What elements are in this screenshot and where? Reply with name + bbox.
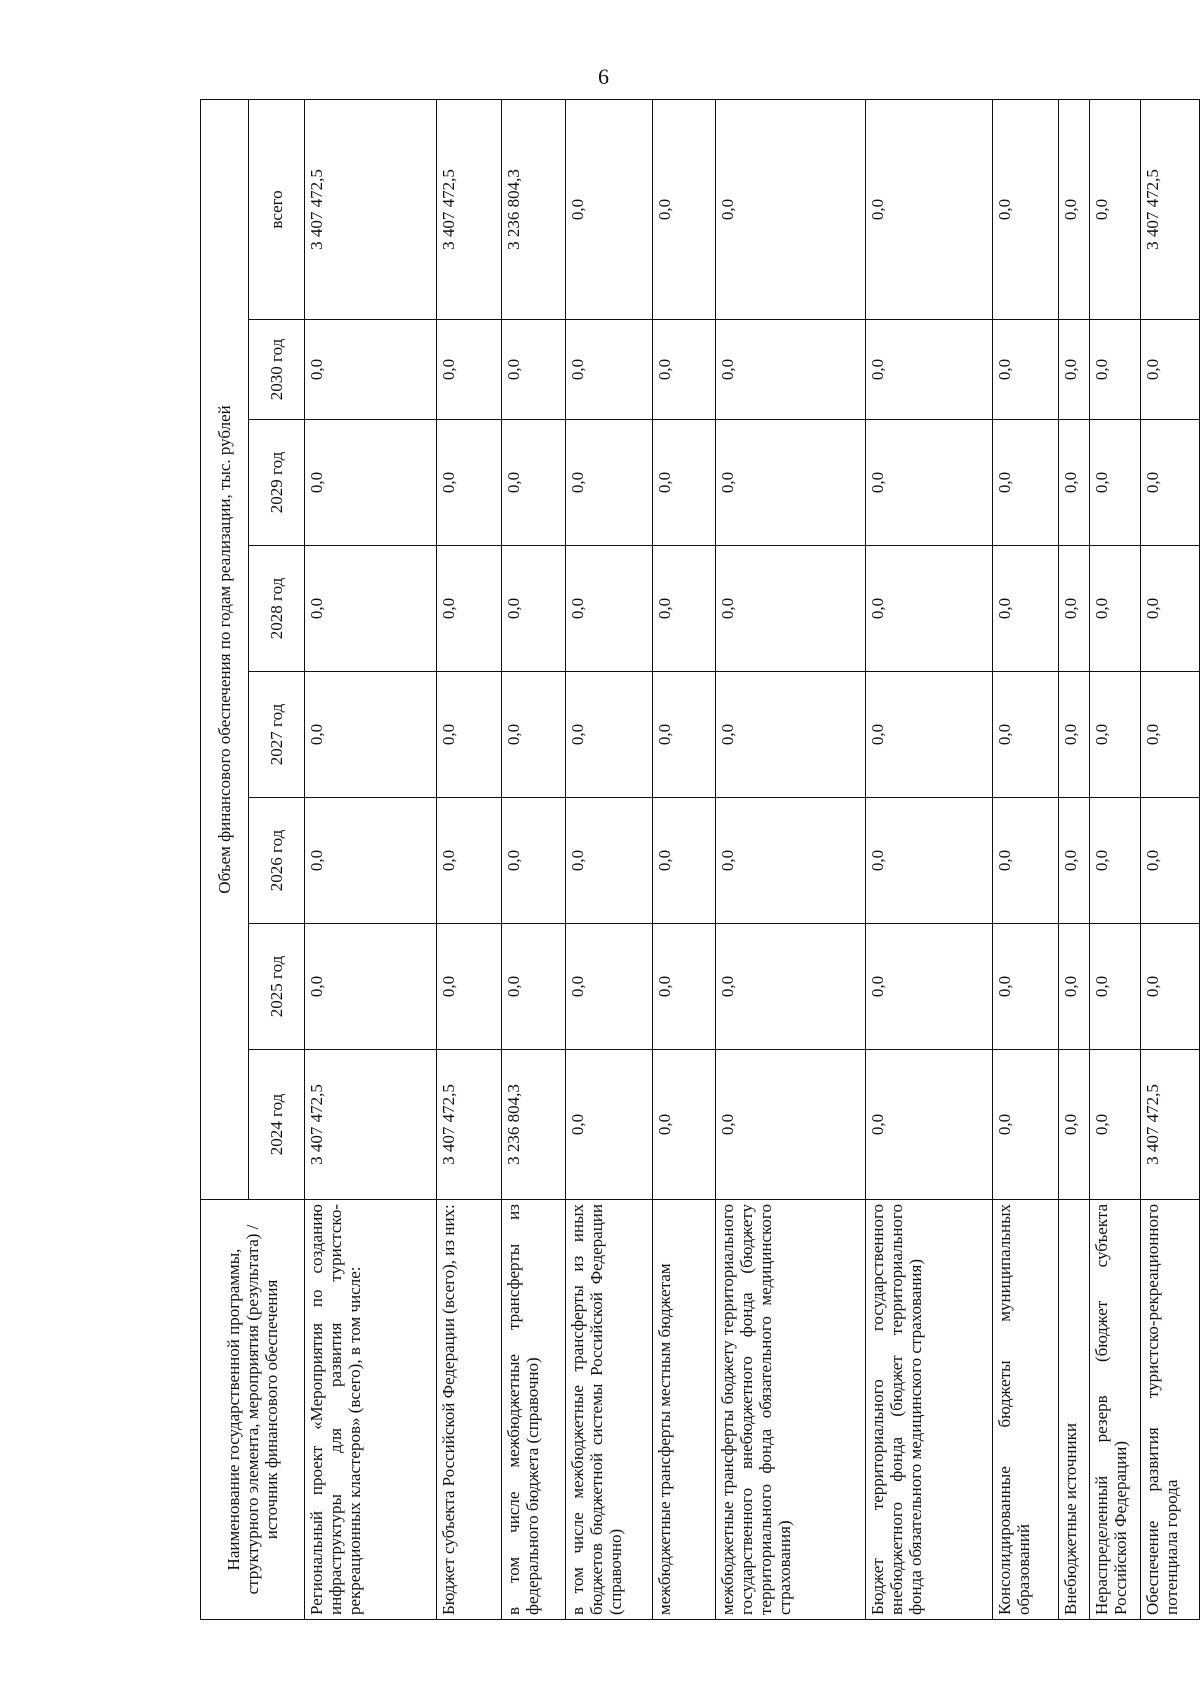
year-header: 2024 год: [249, 1050, 305, 1200]
row-year-value: 0,0: [993, 546, 1059, 672]
row-name: Обеспечение развития туристско-рекреационного потенциала города: [1141, 1200, 1200, 1620]
table-row: [502, 99, 565, 1619]
row-year-value: 0,0: [502, 546, 565, 672]
rotated-table-wrapper: [200, 100, 1200, 1620]
total-header: всего: [249, 99, 305, 319]
row-year-value: 0,0: [305, 420, 437, 546]
row-total-value: 3 407 472,5: [305, 99, 437, 319]
row-year-value: 0,0: [652, 798, 715, 924]
row-total-value: 0,0: [652, 99, 715, 319]
row-year-value: 0,0: [1089, 672, 1141, 798]
row-year-value: 0,0: [652, 1050, 715, 1200]
row-total-value: 0,0: [716, 99, 866, 319]
row-year-value: 0,0: [1059, 1050, 1090, 1200]
row-year-value: 0,0: [652, 546, 715, 672]
row-name: Бюджет субъекта Российской Федерации (всего), из них:: [436, 1200, 502, 1620]
row-total-value: 0,0: [866, 99, 993, 319]
row-year-value: 3 236 804,3: [502, 1050, 565, 1200]
row-name: Региональный проект «Мероприятия по созданию инфраструктуры для развития туристско-рекреационных кластеров» (всего), в том числе:: [305, 1200, 437, 1620]
row-name: Внебюджетные источники: [1059, 1200, 1090, 1620]
row-year-value: 0,0: [1059, 320, 1090, 420]
table-row: [1141, 99, 1200, 1619]
row-total-value: 0,0: [565, 99, 652, 319]
row-year-value: 0,0: [1089, 420, 1141, 546]
row-year-value: 0,0: [993, 420, 1059, 546]
row-year-value: 0,0: [1089, 924, 1141, 1050]
row-year-value: 0,0: [1059, 672, 1090, 798]
row-year-value: 0,0: [652, 320, 715, 420]
row-year-value: 0,0: [565, 672, 652, 798]
row-year-value: 0,0: [716, 798, 866, 924]
row-year-value: 0,0: [565, 420, 652, 546]
financing-table: [200, 99, 1200, 1620]
row-year-value: 0,0: [565, 546, 652, 672]
row-name: Консолидированные бюджеты муниципальных образований: [993, 1200, 1059, 1620]
row-year-value: 0,0: [716, 1050, 866, 1200]
table-row: [993, 99, 1059, 1619]
row-year-value: 0,0: [993, 924, 1059, 1050]
table-body: [305, 99, 1200, 1619]
row-year-value: 0,0: [1141, 798, 1200, 924]
row-year-value: 0,0: [866, 924, 993, 1050]
page-number: 6: [598, 64, 609, 89]
row-year-value: 0,0: [1141, 320, 1200, 420]
row-year-value: 0,0: [502, 420, 565, 546]
row-year-value: 0,0: [436, 924, 502, 1050]
row-year-value: 0,0: [436, 798, 502, 924]
year-header: 2026 год: [249, 798, 305, 924]
row-year-value: 0,0: [716, 672, 866, 798]
row-year-value: 0,0: [716, 924, 866, 1050]
row-year-value: 0,0: [305, 672, 437, 798]
row-year-value: 0,0: [1089, 546, 1141, 672]
row-year-value: 0,0: [502, 798, 565, 924]
row-year-value: 0,0: [866, 672, 993, 798]
table-row: [716, 99, 866, 1619]
row-year-value: 0,0: [1141, 924, 1200, 1050]
row-total-value: 0,0: [993, 99, 1059, 319]
table-row: [866, 99, 993, 1619]
row-year-value: 0,0: [565, 1050, 652, 1200]
table-row: [436, 99, 502, 1619]
row-name: межбюджетные трансферты бюджету территориального государственного внебюджетного фонда (бюджету территориального фонда обязательного медицинского страхования): [716, 1200, 866, 1620]
row-year-value: 0,0: [1059, 420, 1090, 546]
year-header: 2028 год: [249, 546, 305, 672]
row-year-value: 0,0: [436, 320, 502, 420]
row-year-value: 3 407 472,5: [305, 1050, 437, 1200]
year-header: 2030 год: [249, 320, 305, 420]
row-year-value: 0,0: [1141, 672, 1200, 798]
row-year-value: 0,0: [652, 420, 715, 546]
row-year-value: 0,0: [1089, 798, 1141, 924]
row-year-value: 0,0: [866, 798, 993, 924]
row-year-value: 3 407 472,5: [436, 1050, 502, 1200]
row-name: Нераспределенный резерв (бюджет субъекта Российской Федерации): [1089, 1200, 1141, 1620]
row-year-value: 0,0: [716, 320, 866, 420]
table-row: [565, 99, 652, 1619]
row-total-value: 3 236 804,3: [502, 99, 565, 319]
year-header: 2029 год: [249, 420, 305, 546]
row-year-value: 0,0: [716, 546, 866, 672]
row-year-value: 0,0: [652, 924, 715, 1050]
name-column-header: Наименование государственной программы, структурного элемента, мероприятия (результата) / источник финансового обеспечения: [201, 1200, 305, 1620]
row-year-value: 0,0: [1089, 320, 1141, 420]
row-year-value: 0,0: [993, 798, 1059, 924]
row-total-value: 3 407 472,5: [1141, 99, 1200, 319]
row-year-value: 0,0: [565, 924, 652, 1050]
row-year-value: 0,0: [305, 798, 437, 924]
row-year-value: 0,0: [436, 672, 502, 798]
row-name: в том числе межбюджетные трансферты из иных бюджетов бюджетной системы Российской Федерации (справочно): [565, 1200, 652, 1620]
row-name: в том числе межбюджетные трансферты из федерального бюджета (справочно): [502, 1200, 565, 1620]
row-year-value: 0,0: [1059, 546, 1090, 672]
year-header: 2025 год: [249, 924, 305, 1050]
row-year-value: 0,0: [565, 320, 652, 420]
row-year-value: 0,0: [716, 420, 866, 546]
row-year-value: 0,0: [502, 924, 565, 1050]
row-year-value: 0,0: [1089, 1050, 1141, 1200]
table-row: [1059, 99, 1090, 1619]
row-year-value: 0,0: [305, 320, 437, 420]
row-year-value: 0,0: [866, 546, 993, 672]
row-year-value: 0,0: [305, 546, 437, 672]
row-year-value: 0,0: [305, 924, 437, 1050]
row-year-value: 0,0: [436, 420, 502, 546]
row-year-value: 0,0: [866, 320, 993, 420]
row-year-value: 0,0: [993, 672, 1059, 798]
row-name: межбюджетные трансферты местным бюджетам: [652, 1200, 715, 1620]
row-year-value: 0,0: [866, 1050, 993, 1200]
row-total-value: 0,0: [1089, 99, 1141, 319]
row-year-value: 0,0: [436, 546, 502, 672]
row-year-value: 0,0: [502, 672, 565, 798]
table-row: [652, 99, 715, 1619]
row-year-value: 3 407 472,5: [1141, 1050, 1200, 1200]
row-year-value: 0,0: [1141, 420, 1200, 546]
row-year-value: 0,0: [652, 672, 715, 798]
row-total-value: 3 407 472,5: [436, 99, 502, 319]
row-year-value: 0,0: [993, 1050, 1059, 1200]
table-row: [1089, 99, 1141, 1619]
year-header: 2027 год: [249, 672, 305, 798]
row-name: Бюджет территориального государственного внебюджетного фонда (бюджет территориального фонда обязательного медицинского страхования): [866, 1200, 993, 1620]
row-year-value: 0,0: [993, 320, 1059, 420]
row-year-value: 0,0: [1059, 798, 1090, 924]
row-year-value: 0,0: [502, 320, 565, 420]
volume-header: Объем финансового обеспечения по годам реализации, тыс. рублей: [201, 99, 249, 1199]
row-year-value: 0,0: [866, 420, 993, 546]
row-total-value: 0,0: [1059, 99, 1090, 319]
row-year-value: 0,0: [565, 798, 652, 924]
table-row: [305, 99, 437, 1619]
row-year-value: 0,0: [1059, 924, 1090, 1050]
row-year-value: 0,0: [1141, 546, 1200, 672]
